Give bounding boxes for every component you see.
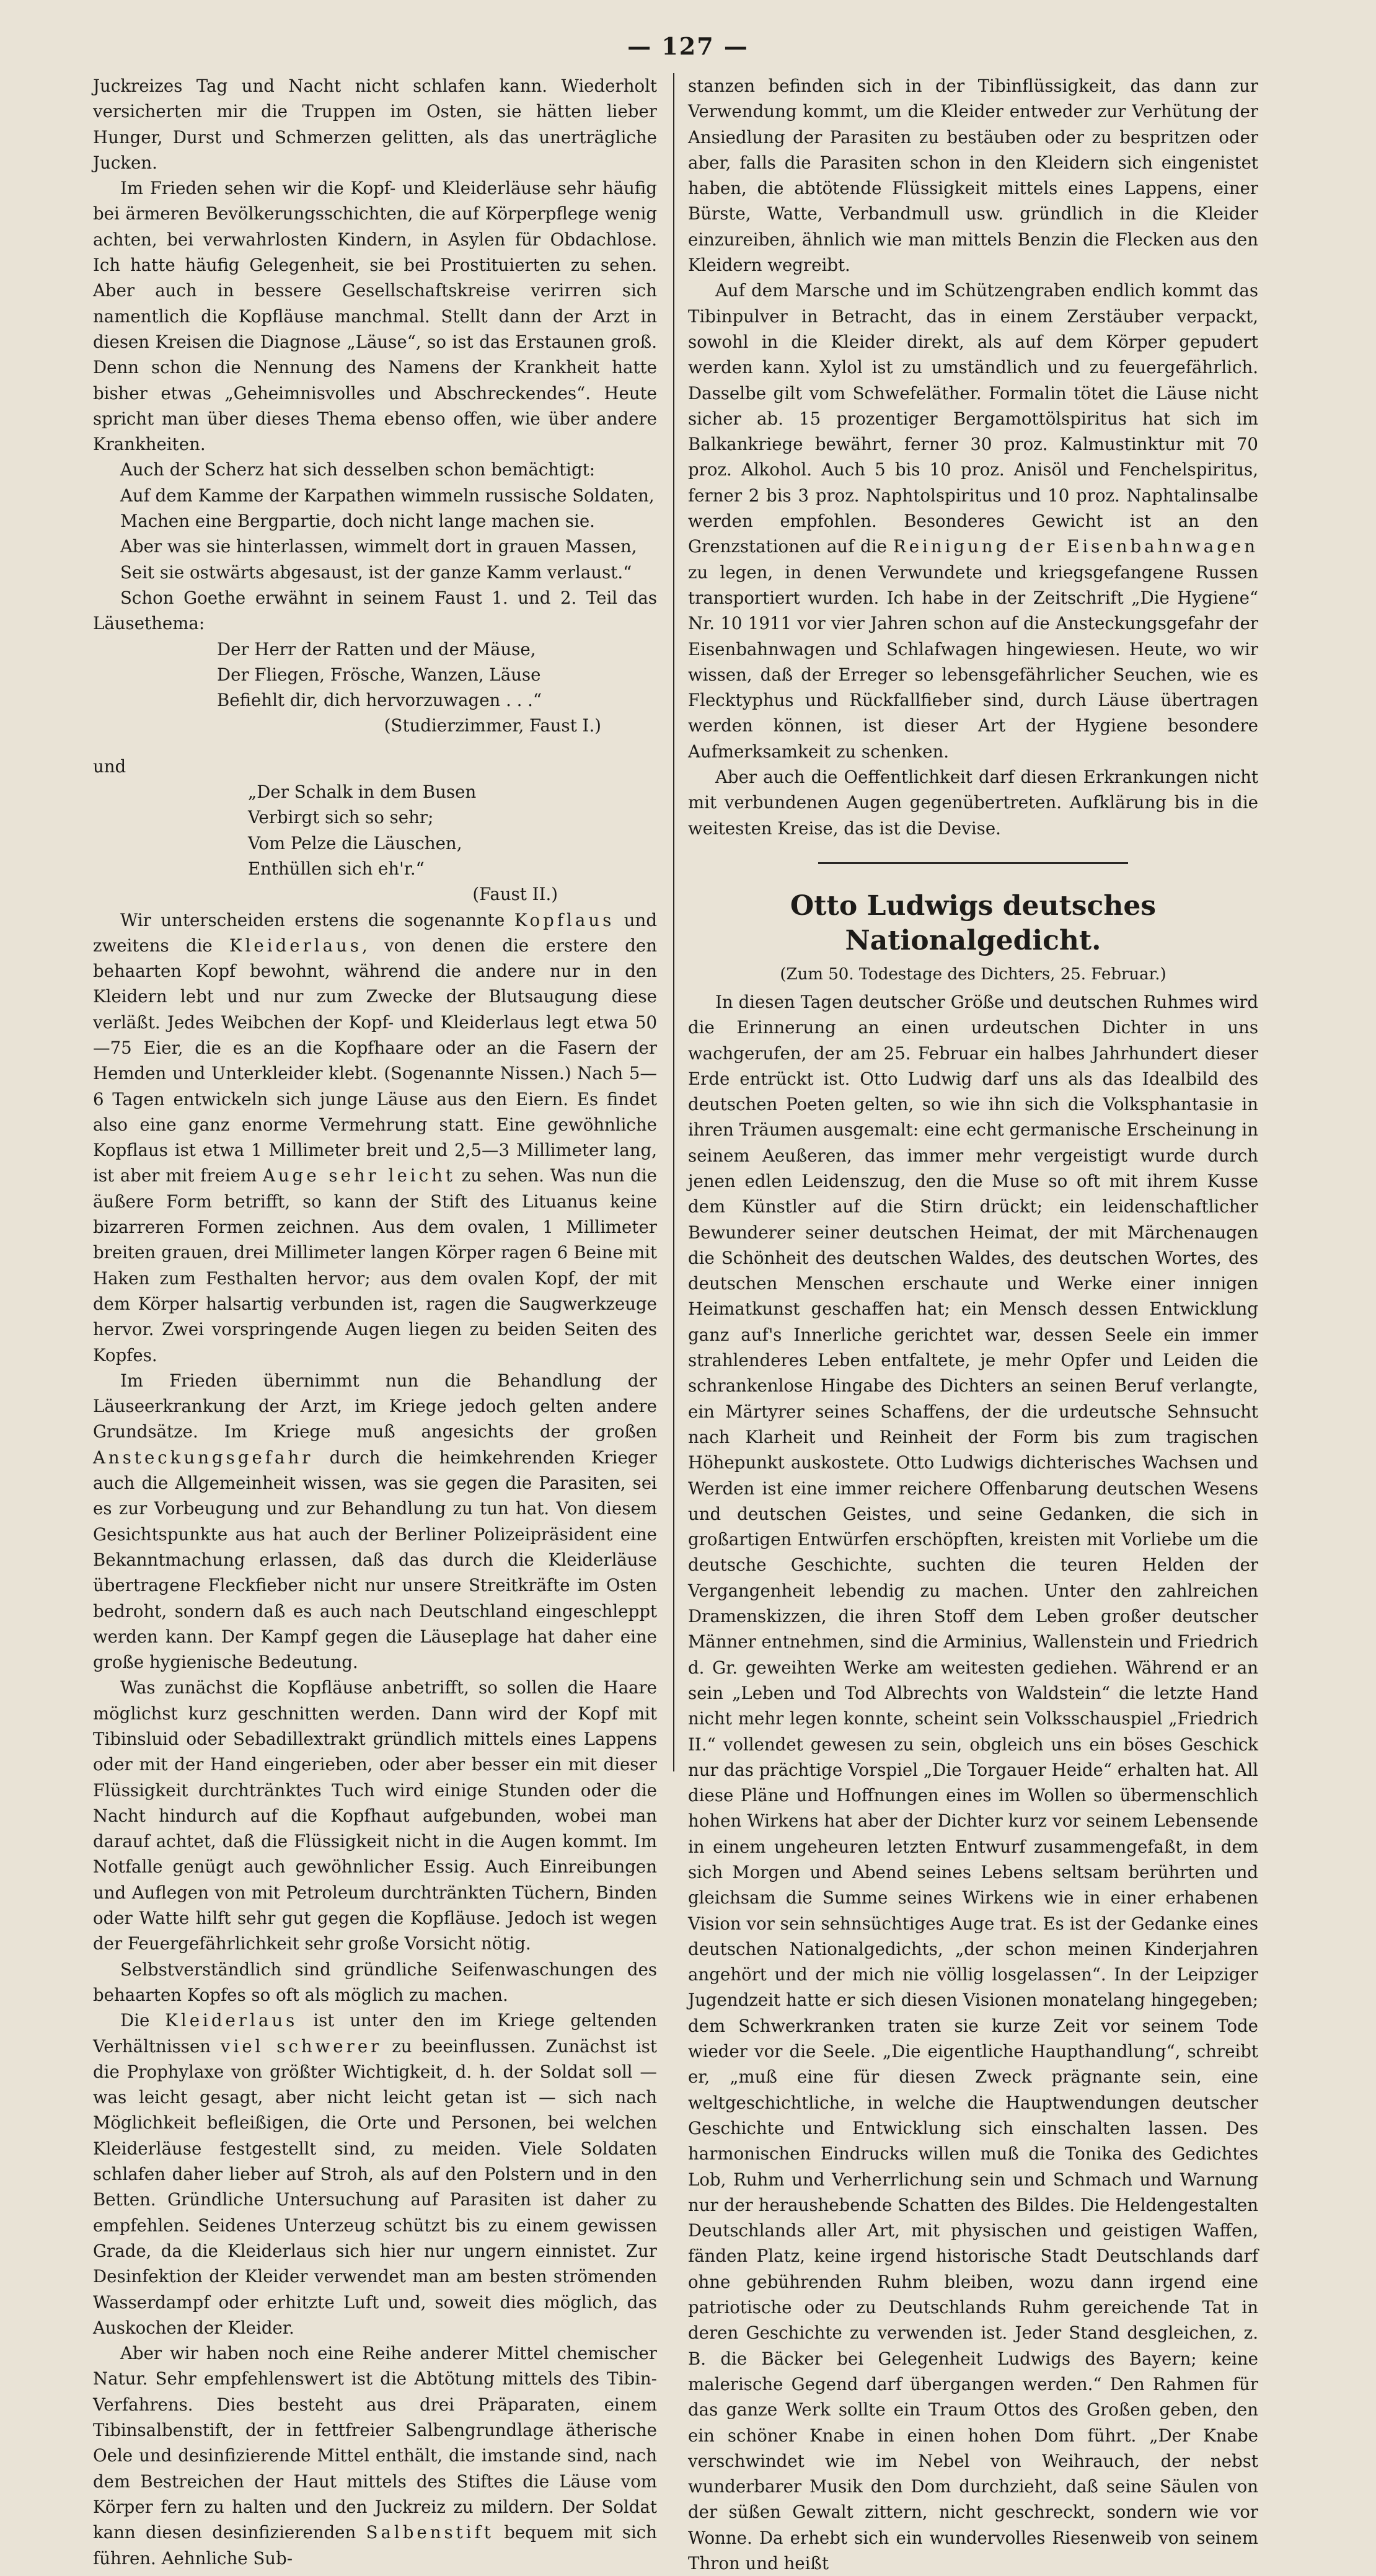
emphasis-salbenstift: Salbenstift (366, 2522, 494, 2543)
text: zu sehen. Was nun die äußere Form betrifft, so kann der Stift des Lituanus keine bizarreren Formen zeichnen. Aus dem ovalen, 1 Millimeter breiten grauen, drei Millimeter langen Körper ragen 6 Beine mit Haken zum Festhalten hervor; aus dem ovalen Kopf, der mit dem Körper halsartig verbunden ist, ragen die Saugwerkzeuge hervor. Zwei vorspringende Augen liegen zu beiden Seiten des Kopfes. (93, 1165, 657, 1365)
article-subtitle: (Zum 50. Todestage des Dichters, 25. Februar.) (780, 964, 1167, 984)
article-title: Otto Ludwigs deutsches Nationalgedicht. (790, 889, 1157, 956)
emphasis-auge: Auge sehr leicht (262, 1165, 456, 1186)
conjunction-und: und (93, 756, 126, 777)
verse-line: Der Fliegen, Frösche, Wanzen, Läuse (217, 664, 541, 685)
paragraph (93, 2340, 657, 2571)
text: zu legen, in denen Verwundete und kriegsgefangene Russen transportiert wurden. Ich habe in der Zeitschrift „Die Hygiene“ Nr. 10 1911 vor vier Jahren schon auf die Ansteckungsgefahr der Eisenbahnwagen und Schlafwagen hingewiesen. Heute, wo wir wissen, daß der Erreger so lebensgefährlicher Seuchen, wie es Flecktyphus und Rückfallfieber sind, durch Läuse übertragen werden können, ist dieser Art der Hygiene besondere Aufmerksamkeit zu schenken. (688, 562, 1258, 762)
paragraph: Im Frieden sehen wir die Kopf- und Kleiderläuse sehr häufig bei ärmeren Bevölkerungsschichten, die auf Körperpflege wenig achten, bei verwahrlosten Kindern, in Asylen für Obdachlose. Ich hatte häufig Gelegenheit, sie bei Prostituierten zu sehen. Aber auch in bessere Gesellschaftskreise verirren sich namentlich die Kopfläuse manchmal. Stellt dann der Arzt in diesen Kreisen die Diagnose „Läuse“, so ist das Erstaunen groß. Denn schon die Nennung des Namens der Krankheit hatte bisher etwas „Geheimnisvolles und Abschreckendes“. Heute spricht man über dieses Thema ebenso offen, wie über andere Krankheiten. (93, 178, 657, 455)
emphasis-viel-schwerer: viel schwerer (220, 2036, 382, 2057)
text: Im Frieden übernimmt nun die Behandlung der Läuseerkrankung der Arzt, im Kriege jedoch gelten andere Grundsätze. Im Kriege muß angesichts der großen (93, 1370, 657, 1442)
paragraph (688, 278, 1258, 764)
section-rule (818, 862, 1128, 864)
verse-line: Der Herr der Ratten und der Mäuse, (217, 638, 536, 659)
verse-line: Auf dem Kamme der Karpathen wimmeln russische Soldaten, (120, 485, 655, 506)
paragraph: Juckreizes Tag und Nacht nicht schlafen kann. Wiederholt versicherten mir die Truppen im Osten, sie hätten lieber Hunger, Durst und Schmerzen gelitten, als das unerträgliche Jucken. (93, 76, 657, 173)
column-divider (673, 73, 674, 1771)
emphasis-kleiderlaus: Kleiderlaus (229, 935, 362, 956)
verse-line: Verbirgt sich so sehr; (248, 807, 434, 828)
verse-line: Aber was sie hinterlassen, wimmelt dort in grauen Massen, (120, 536, 637, 557)
paragraph: Selbstverständlich sind gründliche Seifenwaschungen des behaarten Kopfes so oft als möglich zu machen. (93, 1959, 657, 2005)
text: bequem mit sich führen. Aehnliche Sub- (93, 2522, 657, 2569)
paragraph: Aber auch die Oeffentlichkeit darf diesen Erkrankungen nicht mit verbundenen Augen gegenübertreten. Aufklärung bis in die weitesten Kreise, das ist die Devise. (688, 767, 1258, 839)
text: zu beeinflussen. Zunächst ist die Prophylaxe von größter Wichtigkeit, d. h. der Soldat soll — was leicht gesagt, aber nicht leicht getan ist — sich nach Möglichkeit befleißigen, die Orte und Personen, bei welchen Kleiderläuse festgestellt sind, zu meiden. Viele Soldaten schlafen daher lieber auf Stroh, als auf den Polstern und in den Betten. Gründliche Untersuchung auf Parasiten ist daher zu empfehlen. Seidenes Unterzeug schützt bis zu einem gewissen Grade, da die Kleiderlaus sich hier nur ungern einnistet. Zur Desinfektion der Kleider verwendet man am besten strömenden Wasserdampf oder erhitzte Luft und, soweit dies möglich, das Auskochen der Kleider. (93, 2036, 657, 2338)
emphasis-reinigung: Reinigung der Eisenbahnwagen (893, 536, 1258, 557)
right-column (688, 73, 1258, 2576)
text: ist unter den im Kriege geltenden Verhältnissen (93, 2010, 657, 2057)
verse-line: Seit sie ostwärts abgesaust, ist der ganze Kamm verlaust.“ (120, 562, 632, 583)
emphasis-ansteckungsgefahr: Ansteckungsgefahr (93, 1447, 314, 1468)
text: Aber wir haben noch eine Reihe anderer Mittel chemischer Natur. Sehr empfehlenswert ist die Abtötung mittels des Tibin-Verfahrens. Dies besteht aus drei Präparaten, einem Tibinsalbenstift, der in fettfreier Salbengrundlage ätherische Oele und desinfizierende Mittel enthält, die imstande sind, nach dem Bestreichen der Haut mittels des Stiftes die Läuse vom Körper fern zu halten und den Juckreiz zu mildern. Der Soldat kann diesen desinfizierenden (93, 2343, 657, 2543)
paragraph (93, 1368, 657, 1675)
paragraph (93, 2008, 657, 2340)
paragraph: Was zunächst die Kopfläuse anbetrifft, so sollen die Haare möglichst kurz geschnitten werden. Dann wird der Kopf mit Tibinsluid oder Sebadillextrakt gründlich mittels eines Lappens oder mit der Hand eingerieben, oder aber besser ein mit dieser Flüssigkeit durchtränktes Tuch wird einige Stunden oder die Nacht hindurch auf die Kopfhaut aufgebunden, wobei man darauf achtet, daß die Flüssigkeit nicht in die Augen kommt. Im Notfalle genügt auch gewöhnlicher Essig. Auch Einreibungen und Auflegen von mit Petroleum durchtränkten Tüchern, Binden oder Watte hilft sehr gut gegen die Kopfläuse. Jedoch ist wegen der Feuergefährlichkeit sehr große Vorsicht nötig. (93, 1677, 657, 1954)
text: Wir unterscheiden erstens die sogenannte (120, 909, 505, 930)
emphasis-kopflaus: Kopflaus (514, 909, 615, 930)
paragraph: Auch der Scherz hat sich desselben schon bemächtigt: (120, 459, 596, 480)
source-faust-one: (Studierzimmer, Faust I.) (384, 715, 601, 736)
verse-line: Machen eine Bergpartie, doch nicht lange machen sie. (120, 511, 595, 532)
page-number: — 127 — (627, 32, 749, 60)
verse-faust-one (93, 637, 657, 713)
source-faust-two: (Faust II.) (472, 884, 558, 905)
paragraph: In diesen Tagen deutscher Größe und deutschen Ruhmes wird die Erinnerung an einen urdeutschen Dichter in uns wachgerufen, der am 25. Februar ein halbes Jahrhundert dieser Erde entrückt ist. Otto Ludwig darf uns als das Idealbild des deutschen Poeten gelten, so wie ihn sich die Volksphantasie in ihren Träumen ausgemalt: eine echt germanische Erscheinung in seinem Aeußeren, das immer mehr vergeistigt wurde durch jenen edlen Leidenszug, den die Muse so oft mit ihrem Kusse dem Künstler auf die Stirn drückt; ein leidenschaftlicher Bewunderer seiner deutschen Heimat, der mit Märchenaugen die Schönheit des deutschen Waldes, des deutschen Wortes, des deutschen Menschen erschaute und Werke einer innigen Heimatkunst geschaffen hat; ein Mensch dessen Entwicklung ganz auf's Innerliche gerichtet war, dessen Seele ein immer strahlenderes Leben entfaltete, je mehr Opfer und Leiden die schrankenlose Hingabe des Dichters an seinen Beruf verlangte, ein Märtyrer seines Schaffens, der die urdeutsche Sehnsucht nach Klarheit und Reinheit der Form bis zum tragischen Höhepunkt auskostete. Otto Ludwigs dichterisches Wachsen und Werden ist eine immer reichere Offenbarung deutschen Wesens und deutschen Geistes, und seine Gedanken, die sich in großartigen Entwürfen erschöpften, kreisten mit Vorliebe um die deutsche Geschichte, suchten die teuren Helden der Vergangenheit lebendig zu machen. Unter den zahlreichen Dramenskizzen, die ihren Stoff dem Leben großer deutscher Männer entnehmen, sind die Arminius, Wallenstein und Friedrich d. Gr. geweihten Werke am weitesten gediehen. Während er an sein „Leben und Tod Albrechts von Waldstein“ die letzte Hand nicht mehr legen konnte, scheint sein Volksschauspiel „Friedrich II.“ vollendet gewesen zu sein, obgleich uns ein böses Geschick nur das prächtige Vorspiel „Die Torgauer Heide“ erhalten hat. All diese Pläne und Hoffnungen eines im Wollen so übermenschlich hohen Wirkens hat aber der Dichter kurz vor seinem Lebensende in einem ungeheuren letzten Entwurf zusammengefaßt, in dem sich Morgen und Abend seines Lebens seltsam berührten und gleichsam die Summe seines Wirkens wie in einer erhabenen Vision vor sein sehnsüchtiges Auge trat. Es ist der Gedanke eines deutschen Nationalgedichts, „der schon meinen Kinderjahren angehört und der mich nie völlig losgelassen“. In der Leipziger Jugendzeit hatte er sich diesen Visionen monatelang hingegeben; dem Schwerkranken traten sie kurze Zeit vor seinem Tode wieder vor die Seele. „Die eigentliche Haupthandlung“, schreibt er, „muß eine für diesen Zweck prägnante sein, eine weltgeschichtliche, in welche die Hauptwendungen deutscher Geschichte und Entwicklung sich einschalten lassen. Des harmonischen Eindrucks willen muß die Tonika des Gedichtes Lob, Ruhm und Verherrlichung sein und Schmach und Warnung nur der heraushebende Schatten des Bildes. Die Heldengestalten Deutschlands aller Art, mit physischen und geistigen Waffen, fänden Platz, keine irgend historische Stadt Deutschlands darf ohne gebührenden Ruhm bleiben, wozu dann irgend eine patriotische oder zu Deutschlands Ruhm gereichende Tat in deren Geschichte zu verwenden ist. Jeder Stand desgleichen, z. B. die Bäcker bei Gelegenheit Ludwigs des Bayern; keine malerische Gegend darf übergangen werden.“ Den Rahmen für das ganze Werk sollte ein Traum Ottos des Großen geben, den ein schöner Knabe in einen hohen Dom führt. „Der Knabe verschwindet wie im Nebel von Weihrauch, der nebst wunderbarer Musik den Dom durchzieht, daß seine Säulen von der süßen Gewalt zittern, nicht geschreckt, sondern wie vor Wonne. Da erhebt sich ein wundervolles Riesenweib von seinem Thron und heißt (688, 991, 1258, 2574)
verse-faust-two (93, 779, 657, 881)
verse-line: „Der Schalk in dem Busen (248, 782, 477, 803)
paragraph: stanzen befinden sich in der Tibinflüssigkeit, das dann zur Verwendung kommt, um die Kleider entweder zur Verhütung der Ansiedlung der Parasiten zu bestäuben oder zu bespritzen oder aber, falls die Parasiten schon in den Kleidern sich eingenistet haben, die abtötende Flüssigkeit mittels eines Lappens, einer Bürste, Watte, Verbandmull usw. gründlich in die Kleider einzureiben, ähnlich wie man mittels Benzin die Flecken aus den Kleidern wegreibt. (688, 76, 1258, 276)
left-column (93, 73, 657, 2571)
verse-karpathen (93, 483, 657, 585)
paragraph: Schon Goethe erwähnt in seinem Faust 1. und 2. Teil das Läusethema: (93, 587, 657, 634)
text: Die (120, 2010, 150, 2031)
paragraph (93, 907, 657, 1368)
text: und zweitens die (93, 909, 657, 956)
emphasis-kleiderlaus: Kleiderlaus (165, 2010, 298, 2031)
verse-line: Befiehlt dir, dich hervorzuwagen . . .“ (217, 690, 542, 711)
text: Auf dem Marsche und im Schützengraben endlich kommt das Tibinpulver in Betracht, das in einem Zerstäuber verpackt, sowohl in die Kleider direkt, als auf dem Körper gepudert werden kann. Xylol ist zu umständlich und zu feuergefährlich. Dasselbe gilt vom Schwefeläther. Formalin tötet die Läuse nicht sicher ab. 15 prozentiger Bergamottölspiritus hat sich im Balkankriege bewährt, ferner 30 proz. Kalmustinktur mit 70 proz. Alkohol. Auch 5 bis 10 proz. Anisöl und Fenchelspiritus, ferner 2 bis 3 proz. Naphtolspiritus und 10 proz. Naphtalinsalbe werden empfohlen. Besonderes Gewicht ist an den Grenzstationen auf die (688, 280, 1258, 557)
text: durch die heimkehrenden Krieger auch die Allgemeinheit wissen, was sie gegen die Parasiten, sei es zur Vorbeugung und zur Behandlung zu tun hat. Von diesem Gesichtspunkte aus hat auch der Berliner Polizeipräsident eine Bekanntmachung erlassen, daß das durch die Kleiderläuse übertragene Fleckfieber nicht nur unsere Streitkräfte im Osten bedroht, sondern daß es auch nach Deutschland eingeschleppt werden kann. Der Kampf gegen die Läuseplage hat daher eine große hygienische Bedeutung. (93, 1447, 657, 1673)
text: , von denen die erstere den behaarten Kopf bewohnt, während die andere nur in den Kleidern lebt und nur zum Zwecke der Blutsaugung diese verläßt. Jedes Weibchen der Kopf- und Kleiderlaus legt etwa 50—75 Eier, die es an die Kopfhaare oder an die Fasern der Hemden und Unterkleider klebt. (Sogenannte Nissen.) Nach 5—6 Tagen entwickeln sich junge Läuse aus den Eiern. Es findet also eine ganz enorme Vermehrung statt. Eine gewöhnliche Kopflaus ist etwa 1 Millimeter breit und 2,5—3 Millimeter lang, ist aber mit freiem (93, 935, 657, 1186)
verse-line: Vom Pelze die Läuschen, (248, 832, 462, 854)
verse-line: Enthüllen sich eh'r.“ (248, 858, 425, 879)
